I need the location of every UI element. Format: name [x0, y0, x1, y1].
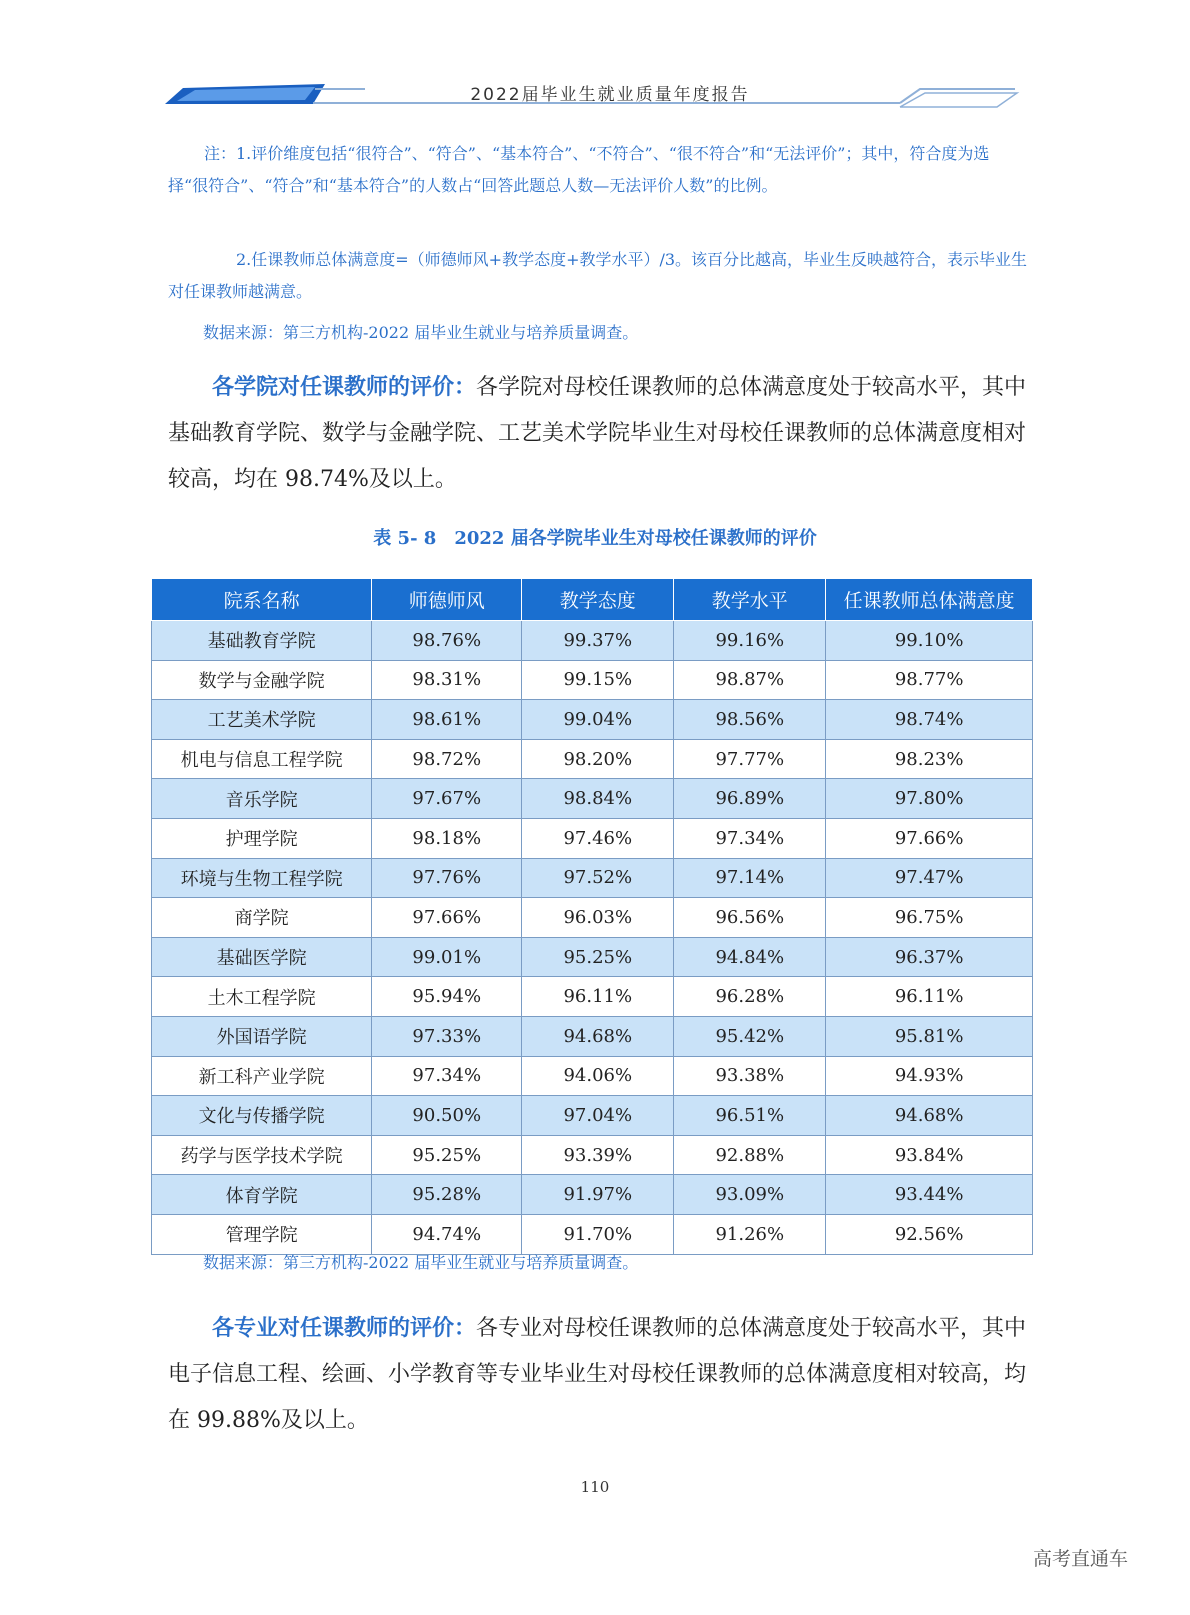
value-cell: 94.68%: [826, 1096, 1033, 1136]
college-name-cell: 音乐学院: [152, 779, 372, 819]
college-name-cell: 机电与信息工程学院: [152, 739, 372, 779]
value-cell: 96.03%: [522, 898, 674, 938]
value-cell: 90.50%: [372, 1096, 522, 1136]
evaluation-table: [151, 578, 1033, 1255]
value-cell: 97.46%: [522, 818, 674, 858]
value-cell: 96.89%: [674, 779, 826, 819]
value-cell: 97.34%: [372, 1056, 522, 1096]
header-title: 2022届毕业生就业质量年度报告: [470, 85, 750, 105]
value-cell: 97.80%: [826, 779, 1033, 819]
value-cell: 92.88%: [674, 1135, 826, 1175]
value-cell: 96.37%: [826, 937, 1033, 977]
value-cell: 95.94%: [372, 977, 522, 1017]
value-cell: 98.23%: [826, 739, 1033, 779]
table-row: [152, 1016, 1033, 1056]
value-cell: 96.11%: [826, 977, 1033, 1017]
table-row: [152, 858, 1033, 898]
value-cell: 96.51%: [674, 1096, 826, 1136]
table-row: [152, 937, 1033, 977]
value-cell: 91.26%: [674, 1214, 826, 1254]
college-name-cell: 体育学院: [152, 1175, 372, 1215]
table-row: [152, 739, 1033, 779]
college-name-cell: 文化与传播学院: [152, 1096, 372, 1136]
table-row: [152, 621, 1033, 661]
value-cell: 94.84%: [674, 937, 826, 977]
value-cell: 99.01%: [372, 937, 522, 977]
value-cell: 99.15%: [522, 660, 674, 700]
table-row: [152, 1175, 1033, 1215]
value-cell: 99.37%: [522, 621, 674, 661]
value-cell: 95.25%: [372, 1135, 522, 1175]
college-name-cell: 管理学院: [152, 1214, 372, 1254]
major-evaluation-paragraph: 各专业对任课教师的评价：各专业对母校任课教师的总体满意度处于较高水平，其中电子信息工程、绘画、小学教育等专业毕业生对母校任课教师的总体满意度相对较高，均在 99.88%及以上。: [168, 1315, 1027, 1433]
table-row: [152, 818, 1033, 858]
page-number: 110: [580, 1478, 610, 1496]
college-name-cell: 商学院: [152, 898, 372, 938]
value-cell: 96.11%: [522, 977, 674, 1017]
value-cell: 91.70%: [522, 1214, 674, 1254]
college-evaluation-paragraph: [168, 364, 1028, 503]
value-cell: 98.72%: [372, 739, 522, 779]
value-cell: 98.77%: [826, 660, 1033, 700]
table-row: [152, 977, 1033, 1017]
college-name-cell: 工艺美术学院: [152, 700, 372, 740]
value-cell: 98.18%: [372, 818, 522, 858]
data-source-note: 数据来源：第三方机构-2022 届毕业生就业与培养质量调查。: [203, 323, 639, 342]
value-cell: 98.20%: [522, 739, 674, 779]
value-cell: 98.61%: [372, 700, 522, 740]
value-cell: 96.56%: [674, 898, 826, 938]
table-data-source: 数据来源：第三方机构-2022 届毕业生就业与培养质量调查。: [203, 1253, 639, 1272]
value-cell: 93.84%: [826, 1135, 1033, 1175]
value-cell: 91.97%: [522, 1175, 674, 1215]
value-cell: 97.67%: [372, 779, 522, 819]
table-row: [152, 700, 1033, 740]
value-cell: 97.52%: [522, 858, 674, 898]
college-name-cell: 数学与金融学院: [152, 660, 372, 700]
table-row: [152, 1096, 1033, 1136]
college-name-cell: 基础医学院: [152, 937, 372, 977]
column-header: 教学水平: [674, 579, 826, 621]
value-cell: 96.75%: [826, 898, 1033, 938]
paragraph-text: 各学院对母校任课教师的总体满意度处于较高水平，其中基础教育学院、数学与金融学院、工艺美术学院毕业生对母校任课教师的总体满意度相对较高，均在 98.74%及以上。: [168, 375, 1027, 492]
table-row: [152, 660, 1033, 700]
value-cell: 97.77%: [674, 739, 826, 779]
value-cell: 97.34%: [674, 818, 826, 858]
college-name-cell: 护理学院: [152, 818, 372, 858]
college-name-cell: 药学与医学技术学院: [152, 1135, 372, 1175]
value-cell: 93.09%: [674, 1175, 826, 1215]
value-cell: 95.81%: [826, 1016, 1033, 1056]
college-name-cell: 新工科产业学院: [152, 1056, 372, 1096]
value-cell: 93.44%: [826, 1175, 1033, 1215]
value-cell: 98.87%: [674, 660, 826, 700]
value-cell: 93.38%: [674, 1056, 826, 1096]
value-cell: 97.04%: [522, 1096, 674, 1136]
table-row: [152, 1056, 1033, 1096]
college-name-cell: 土木工程学院: [152, 977, 372, 1017]
value-cell: 95.42%: [674, 1016, 826, 1056]
value-cell: 98.74%: [826, 700, 1033, 740]
value-cell: 98.76%: [372, 621, 522, 661]
value-cell: 95.25%: [522, 937, 674, 977]
value-cell: 97.66%: [372, 898, 522, 938]
table-row: [152, 779, 1033, 819]
value-cell: 98.56%: [674, 700, 826, 740]
table-row: [152, 1214, 1033, 1254]
table-row: [152, 898, 1033, 938]
value-cell: 96.28%: [674, 977, 826, 1017]
value-cell: 98.84%: [522, 779, 674, 819]
value-cell: 97.66%: [826, 818, 1033, 858]
note-2: 2.任课教师总体满意度=（师德师风+教学态度+教学水平）/3。该百分比越高，毕业生反映越符合，表示毕业生对任课教师越满意。: [168, 250, 1028, 301]
paragraph-heading: 各专业对任课教师的评价: [212, 1315, 455, 1341]
column-header: 任课教师总体满意度: [826, 579, 1033, 621]
value-cell: 97.14%: [674, 858, 826, 898]
paragraph-text: 各专业对母校任课教师的总体满意度处于较高水平，其中电子信息工程、绘画、小学教育等专业毕业生对母校任课教师的总体满意度相对较高，均在 99.88%及以上。: [168, 1316, 1027, 1433]
column-header: 教学态度: [522, 579, 674, 621]
value-cell: 94.68%: [522, 1016, 674, 1056]
value-cell: 97.33%: [372, 1016, 522, 1056]
value-cell: 99.04%: [522, 700, 674, 740]
value-cell: 94.74%: [372, 1214, 522, 1254]
value-cell: 97.47%: [826, 858, 1033, 898]
page-header: [165, 70, 1045, 120]
value-cell: 94.93%: [826, 1056, 1033, 1096]
value-cell: 99.10%: [826, 621, 1033, 661]
college-name-cell: 外国语学院: [152, 1016, 372, 1056]
watermark: 高考直通车: [1032, 1548, 1128, 1570]
value-cell: 97.76%: [372, 858, 522, 898]
value-cell: 98.31%: [372, 660, 522, 700]
table-header-row: [152, 579, 1033, 621]
value-cell: 93.39%: [522, 1135, 674, 1175]
paragraph-heading: 各学院对任课教师的评价：: [212, 374, 477, 400]
value-cell: 95.28%: [372, 1175, 522, 1215]
note-1: 注：1.评价维度包括“很符合”、“符合”、“基本符合”、“不符合”、“很不符合”和“无法评价”；其中，符合度为选择“很符合”、“符合”和“基本符合”的人数占“回答此题总人数—无法评价人数”的比例。: [168, 144, 990, 195]
table-title: 表 5- 8 2022 届各学院毕业生对母校任课教师的评价: [373, 528, 817, 549]
value-cell: 92.56%: [826, 1214, 1033, 1254]
column-header: 院系名称: [152, 579, 372, 621]
value-cell: 99.16%: [674, 621, 826, 661]
college-name-cell: 基础教育学院: [152, 621, 372, 661]
college-name-cell: 环境与生物工程学院: [152, 858, 372, 898]
column-header: 师德师风: [372, 579, 522, 621]
value-cell: 94.06%: [522, 1056, 674, 1096]
table-row: [152, 1135, 1033, 1175]
